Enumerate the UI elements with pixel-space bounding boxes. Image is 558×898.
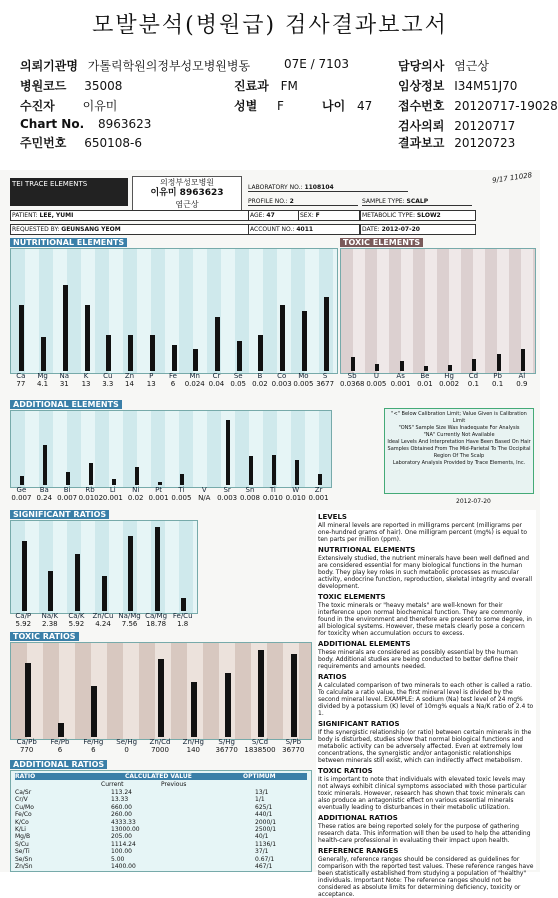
stamp-line3: 염근상: [175, 200, 199, 209]
value-label: 18.78: [146, 620, 167, 628]
age-label: 나이: [322, 99, 346, 113]
category-label: Li: [109, 486, 116, 494]
lab-logo: TEI TRACE ELEMENTS: [10, 178, 128, 206]
value-label: 4.1: [37, 380, 49, 388]
category-label: Na/Mg: [118, 612, 141, 620]
note-text: These minerals are considered as possibly essential by the human body. Additional studies are being conducted to better define their requirements and amounts needed.: [318, 649, 518, 670]
legend-line: Ideal Levels And Interpretation Have Been Based On Hair Samples Obtained From The Mid-Parietal To The Occipital Region Of The Scalp: [387, 439, 531, 459]
chart-bar: [280, 305, 285, 371]
patient-row: [20, 97, 117, 114]
value-label: 1838500: [244, 746, 276, 754]
toxic-ratios-labels: [10, 738, 310, 754]
additional-ratios-table: [10, 770, 312, 872]
additional-chart: [10, 410, 332, 488]
significant-labels: [10, 612, 196, 628]
category-label: Sn: [245, 486, 255, 494]
result-value: 20120723: [454, 136, 516, 150]
value-label: 13: [146, 380, 156, 388]
value-label: 3677: [316, 380, 335, 388]
additional-labels: [10, 486, 330, 502]
notes-panel: [316, 510, 536, 898]
value-label: 0.007: [11, 494, 32, 502]
institution-value: 가톨릭학원의정부성모병원병동: [87, 59, 251, 73]
chart-bar: [181, 598, 186, 611]
category-label: Bi: [63, 486, 71, 494]
value-label: 7.56: [121, 620, 138, 628]
value-label: 0.001: [102, 494, 123, 502]
report-title: 모발분석(병원급) 검사결과보고서: [92, 13, 448, 38]
category-label: Al: [518, 372, 526, 380]
value-label: 2.38: [42, 620, 58, 628]
chart-bar: [48, 571, 53, 611]
chart-value: 8963623: [97, 117, 152, 131]
category-label: Ti: [269, 486, 276, 494]
category-label: Pt: [155, 486, 163, 494]
category-label: S/Hg: [218, 738, 235, 746]
chart-bar: [128, 335, 133, 371]
category-label: Pb: [493, 372, 502, 380]
note-heading: TOXIC ELEMENTS: [318, 593, 386, 601]
code-value: 35008: [84, 79, 123, 93]
note-heading: NUTRITIONAL ELEMENTS: [318, 546, 416, 554]
value-label: 0.005: [366, 380, 387, 388]
chart-bar: [75, 554, 80, 611]
nutritional-title: NUTRITIONAL ELEMENTS: [10, 238, 127, 247]
date-stamp: 2012-07-20: [456, 498, 491, 505]
code-row: [20, 77, 122, 94]
chart-bar: [302, 311, 307, 371]
category-label: Se/Hg: [116, 738, 138, 746]
value-label: 770: [19, 746, 34, 754]
category-label: Ca/Pb: [16, 738, 37, 746]
category-label: Fe: [169, 372, 177, 380]
category-label: Ca/K: [68, 612, 85, 620]
category-label: Sr: [223, 486, 231, 494]
category-label: Ca/Mg: [145, 612, 168, 620]
note-heading: ADDITIONAL RATIOS: [318, 814, 398, 822]
chart-bar: [172, 345, 177, 371]
ratio-row: K/Li 13000.00 2500/1: [15, 826, 277, 833]
note-heading: RATIOS: [318, 673, 347, 681]
result-label: 결과보고: [398, 136, 445, 150]
chart-bar: [424, 366, 428, 371]
nutritional-chart: [10, 248, 338, 374]
receipt-value: 20120717-19028: [454, 99, 558, 113]
value-label: 0.9: [516, 380, 528, 388]
value-label: 0.02: [127, 494, 144, 502]
handwritten-note: 9/17 11028: [491, 171, 533, 185]
significant-title: SIGNIFICANT RATIOS: [10, 510, 109, 519]
value-label: 0.007: [57, 494, 78, 502]
category-label: Rb: [85, 486, 95, 494]
lab-patient: PATIENT: LEE, YUMI: [10, 210, 250, 221]
ratios-subheader-current: Current: [101, 781, 124, 788]
chart-bar: [102, 576, 107, 611]
legend-line: "<" Below Calibration Limit; Value Given is Calibration Limit: [391, 411, 527, 424]
ratio-row: Cu/Mo 660.00 625/1: [15, 803, 273, 811]
category-label: Hg: [444, 372, 454, 380]
value-label: 0.010: [285, 494, 306, 502]
value-label: 6: [57, 746, 63, 754]
chart-bar: [226, 420, 230, 485]
rrn-label: 주민번호: [20, 136, 67, 150]
patient-label: 수진자: [20, 99, 55, 113]
ratio-row: Mg/B 205.00 40/1: [15, 833, 269, 841]
chart-bar: [180, 474, 184, 485]
chart-bar: [472, 359, 476, 371]
patient-stamp: [132, 176, 242, 214]
ratio-row: S/Cu 1114.24 1136/1: [15, 840, 277, 848]
chart-label: Chart No.: [20, 117, 85, 131]
chart-bar: [22, 541, 27, 611]
category-label: Mo: [298, 372, 309, 380]
chart-bar: [521, 349, 525, 371]
category-label: Fe/Cu: [172, 612, 193, 620]
dept-label: 진료과: [234, 79, 269, 93]
chart-bar: [215, 317, 220, 371]
doctor-value: 염근상: [454, 59, 489, 73]
chart-row: [20, 117, 151, 131]
value-label: 31: [59, 380, 69, 388]
category-label: S/Pb: [285, 738, 302, 746]
category-label: As: [396, 372, 405, 380]
receipt-row: [398, 97, 558, 114]
sex-label: 성별: [234, 99, 258, 113]
chart-bar: [85, 305, 90, 371]
lab-metabolic: METABOLIC TYPE: SLOW2: [360, 210, 476, 221]
note-text: The toxic minerals or "heavy metals" are well-known for their interference upon normal biochemical function. They are commonly found in the environment and therefore are present to some degree, in all biological systems. However, these metals clearly pose a concern for toxicity when accumulation occurs to excess.: [318, 602, 532, 637]
value-label: 0.002: [439, 380, 460, 388]
value-label: 0.024: [184, 380, 205, 388]
ratio-row: Se/Ti 100.00 37/1: [15, 848, 269, 856]
value-label: 0.003: [271, 380, 292, 388]
value-label: 77: [16, 380, 26, 388]
doctor-row: [398, 57, 489, 74]
ratio-row: K/Co 4333.33 2000/1: [15, 818, 277, 826]
result-row: [398, 134, 515, 151]
institution-label: 의뢰기관명: [20, 59, 78, 73]
chart-bar: [43, 445, 47, 485]
chart-bar: [448, 365, 452, 371]
legend-line: "ONS" Sample Size Was Inadequate For Analysis: [398, 425, 520, 431]
value-label: 7000: [151, 746, 169, 754]
ratios-header: RATIO CALCULATED VALUE OPTIMUM: [15, 773, 307, 780]
note-text: If the synergistic relationship (or ratio) between certain minerals in the body is disturbed, studies show that normal biological functions and metabolic activity can be adversely affected. Even at extremely low concentrations, the synergistic and/or antagonistic relationships between minerals still exist, which can indirectly affect metabolism.: [318, 729, 532, 764]
note-heading: SIGNIFICANT RATIOS: [318, 720, 400, 728]
value-label: 6: [91, 746, 96, 754]
value-label: 0.010: [262, 494, 283, 502]
sample-type: SAMPLE TYPE: SCALP: [362, 198, 472, 206]
patient-value: 이유미: [82, 99, 118, 113]
toxic-ratios-chart: [10, 642, 312, 740]
chart-bar: [89, 463, 93, 485]
category-label: Na: [59, 372, 70, 380]
value-label: 0.0102: [78, 494, 104, 502]
value-label: 1.8: [177, 620, 189, 628]
dept-value: FM: [280, 79, 298, 93]
chart-bar: [135, 467, 139, 485]
value-label: 0.003: [217, 494, 238, 502]
dept-row: [234, 77, 298, 94]
value-label: 0.1: [467, 380, 479, 388]
category-label: Cd: [468, 372, 479, 380]
value-label: 140: [186, 746, 200, 754]
value-label: 0.24: [36, 494, 53, 502]
doctor-label: 담당의사: [398, 59, 445, 73]
chart-bar: [25, 663, 31, 737]
stamp-line1: 의정부성모병원: [159, 178, 215, 187]
value-label: 5.92: [15, 620, 32, 628]
category-label: Se: [233, 372, 243, 380]
chart-bar: [112, 479, 116, 485]
value-label: 0.005: [171, 494, 192, 502]
stamp-line2: 이유미 8963623: [150, 188, 224, 198]
chart-bar: [497, 354, 501, 371]
category-label: Ni: [132, 486, 140, 494]
note-heading: TOXIC RATIOS: [318, 767, 373, 775]
value-label: 0.001: [148, 494, 169, 502]
category-label: Be: [420, 372, 430, 380]
request-row: [398, 117, 515, 134]
ratio-row: Se/Sn 5.00 0.67/1: [15, 855, 275, 863]
note-text: A calculated comparison of two minerals to each other is called a ratio. To calculate a ratio value, the first mineral level is divided by the second mineral level. EXAMPLE: A sodium (Na) test level of 24 mg% divided by a potassium (K) level of 10mg% equals a Na/K ratio of 2.4 to 1.: [318, 682, 534, 717]
category-label: Sb: [347, 372, 357, 380]
value-label: 0.1: [492, 380, 504, 388]
category-label: Fe/Pb: [50, 738, 70, 746]
note-text: Extensively studied, the nutrient minerals have been well defined and are considered essential for many biological functions in the human body. They play key roles in such metabolic processes as muscular activity, endocrine function, reproduction, skeletal integrity and overall development.: [318, 555, 533, 590]
chart-bar: [258, 650, 264, 737]
lab-requested: REQUESTED BY: GEUNSANG YEOM: [10, 224, 250, 235]
chart-bar: [295, 460, 299, 485]
code-label: 병원코드: [20, 79, 67, 93]
category-label: Zn/Cu: [92, 612, 114, 620]
value-label: 4.24: [95, 620, 111, 628]
value-label: 0: [124, 746, 129, 754]
note-text: Generally, reference ranges should be considered as guidelines for comparison with the reported test values. These reference ranges have been statistically established from studying a population of "healthy" individuals. Important Note: The reference ranges should not be considered as absolute limits for determining deficiency, toxicity or acceptance.: [318, 856, 534, 898]
sex-value: F: [277, 99, 284, 113]
chart-bar: [91, 686, 97, 737]
chart-bar: [351, 357, 355, 371]
category-label: Cu: [103, 372, 113, 380]
nutritional-labels: [10, 372, 336, 388]
chart-bar: [324, 297, 329, 371]
value-label: 36770: [282, 746, 305, 754]
category-label: Zn/Hg: [182, 738, 204, 746]
chart-bar: [258, 335, 263, 371]
value-label: 0.001: [308, 494, 329, 502]
category-label: Zn/Cd: [149, 738, 171, 746]
profile-no: PROFILE NO.: 2: [248, 198, 358, 206]
chart-bar: [158, 482, 162, 485]
lab-no: LABORATORY NO.: 1108104: [248, 184, 408, 192]
note-text: All mineral levels are reported in milligrams percent (milligrams per one-hundred grams of hair). One milligram percent (mg%) is equal to ten parts per million (ppm).: [318, 522, 528, 543]
sex-row: [234, 97, 284, 114]
category-label: Co: [277, 372, 287, 380]
request-value: 20120717: [454, 119, 516, 133]
value-label: 0.005: [293, 380, 314, 388]
lab-age: AGE: 47: [248, 210, 300, 221]
category-label: W: [292, 486, 300, 494]
chart-bar: [237, 341, 242, 371]
category-label: K: [83, 372, 89, 380]
value-label: 0.05: [230, 380, 246, 388]
chart-bar: [66, 472, 70, 485]
category-label: P: [149, 372, 154, 380]
ratio-row: Zn/Sn 1400.00 467/1: [15, 863, 273, 870]
toxic-chart: [340, 248, 536, 374]
category-label: S/Cd: [251, 738, 269, 746]
category-label: Ca: [16, 372, 26, 380]
value-label: 6: [170, 380, 176, 388]
clinical-value: I34M51J70: [454, 79, 518, 93]
value-label: 14: [125, 380, 134, 388]
category-label: Fe/Hg: [83, 738, 104, 746]
value-label: 0.01: [417, 380, 433, 388]
chart-bar: [150, 335, 155, 371]
chart-bar: [249, 456, 253, 485]
legend-box: [384, 408, 534, 494]
additional-ratios-title: ADDITIONAL RATIOS: [10, 760, 107, 769]
value-label: 13: [81, 380, 91, 388]
legend-line: Laboratory Analysis Provided by Trace Elements, Inc.: [392, 460, 526, 466]
ratio-row: Ca/Sr 113.24 13/1: [15, 789, 269, 796]
note-text: These ratios are being reported solely for the purpose of gathering research data. This information will then be used to help the attending health-care professional in evaluating their impact upon health.: [318, 823, 531, 844]
category-label: Mg: [37, 372, 48, 380]
chart-bar: [128, 536, 133, 611]
lab-account: ACCOUNT NO.: 4011: [248, 224, 360, 235]
value-label: 0.0368: [340, 380, 365, 388]
category-label: U: [373, 372, 379, 380]
ratio-row: Cr/V 13.33 1/1: [15, 796, 265, 804]
chart-bar: [225, 673, 231, 737]
chart-bar: [158, 659, 164, 737]
request-label: 검사의뢰: [398, 119, 445, 133]
toxic-ratios-title: TOXIC RATIOS: [10, 632, 79, 641]
note-heading: LEVELS: [318, 513, 347, 521]
chart-bar: [155, 527, 160, 611]
category-label: Ca/P: [15, 612, 32, 620]
ratio-row: Fe/Co 260.00 440/1: [15, 811, 273, 819]
chart-bar: [19, 305, 24, 371]
rrn-row: [20, 134, 142, 151]
chart-bar: [318, 474, 322, 485]
additional-title: ADDITIONAL ELEMENTS: [10, 400, 122, 409]
category-label: Mn: [189, 372, 200, 380]
category-label: Zr: [314, 486, 323, 494]
category-label: Cr: [212, 372, 221, 380]
note-heading: REFERENCE RANGES: [318, 847, 399, 855]
category-label: V: [201, 486, 207, 494]
legend-line: "NA" Currently Not Available: [423, 432, 495, 438]
chart-bar: [63, 285, 68, 371]
note-text: It is important to note that individuals with elevated toxic levels may not always exhibit clinical symptoms associated with those particular toxic minerals. However, research has shown that toxic minerals can also produce an antagonistic effect on various essential minerals eventually leading to disturbances in their metabolic utilization.: [318, 776, 527, 811]
clinical-row: [398, 77, 517, 94]
clinical-label: 임상정보: [398, 79, 445, 93]
category-label: Zn: [124, 372, 135, 380]
chart-bar: [20, 476, 24, 485]
chart-bar: [375, 364, 379, 371]
significant-chart: [10, 520, 198, 614]
value-label: 0.02: [252, 380, 268, 388]
rrn-value: 650108-6: [84, 136, 142, 150]
chart-bar: [400, 361, 404, 371]
chart-bar: [191, 682, 197, 737]
ratios-subheader-previous: Previous: [161, 781, 187, 788]
value-label: 3.3: [102, 380, 114, 388]
category-label: Ge: [16, 486, 27, 494]
chart-bar: [272, 455, 276, 485]
toxic-title: TOXIC ELEMENTS: [340, 238, 423, 247]
age-value: 47: [357, 99, 373, 113]
value-label: 0.04: [208, 380, 225, 388]
age-row: [322, 97, 372, 114]
institution-row: [20, 57, 250, 74]
category-label: Ba: [39, 486, 49, 494]
lab-sex: SEX: F: [298, 210, 360, 221]
chart-bar: [291, 654, 297, 737]
value-label: N/A: [198, 494, 211, 502]
value-label: 0.001: [390, 380, 411, 388]
chart-bar: [58, 723, 64, 737]
category-label: Na/K: [41, 612, 59, 620]
ward-value: 07E / 7103: [284, 57, 350, 71]
category-label: S: [322, 372, 328, 380]
value-label: 5.92: [68, 620, 85, 628]
chart-bar: [41, 337, 46, 371]
value-label: 36770: [215, 746, 238, 754]
category-label: Ti: [178, 486, 185, 494]
chart-bar: [193, 349, 198, 371]
value-label: 0.008: [239, 494, 260, 502]
note-heading: ADDITIONAL ELEMENTS: [318, 640, 411, 648]
lab-date: DATE: 2012-07-20: [360, 224, 476, 235]
category-label: B: [257, 372, 263, 380]
toxic-labels: [340, 372, 534, 388]
receipt-label: 접수번호: [398, 99, 445, 113]
chart-bar: [106, 335, 111, 371]
